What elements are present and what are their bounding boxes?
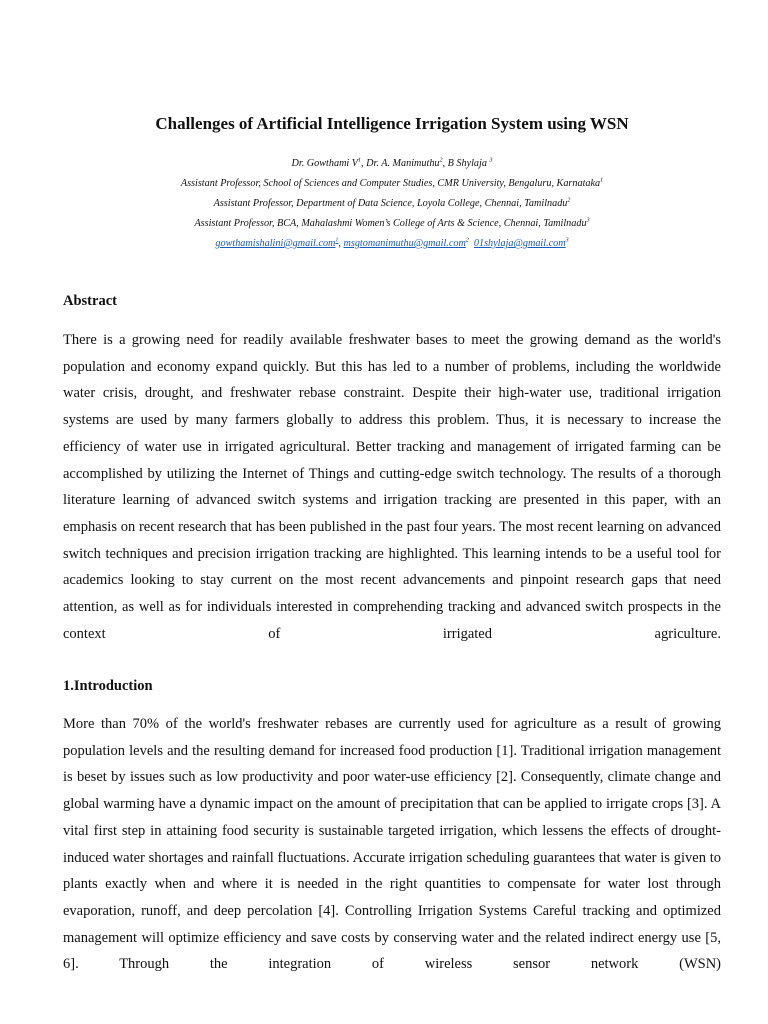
affiliation-line [0,214,768,234]
author-line [0,154,768,174]
affiliation-superscript: 3 [586,217,590,224]
email-link[interactable]: msgtomanimuthu@gmail.com [343,238,466,249]
email-superscript: 1 [335,237,339,244]
paper-title: Challenges of Artificial Intelligence Irrigation System using WSN [155,114,629,133]
email-superscript: 3 [565,237,569,244]
affiliation-line [0,194,768,214]
author-block [0,154,768,254]
author-superscript: 2 [439,157,443,164]
author-superscript: 1 [358,157,362,164]
author-name: B Shylaja [447,158,487,169]
affiliation-superscript: 2 [567,197,571,204]
author-separator: , [442,158,448,169]
author-name: Dr. Gowthami V [291,158,359,169]
abstract-body: There is a growing need for readily available freshwater bases to meet the growing demand as the world's population and economy expand quickly. But this has led to a number of problems, including the worldwide water crisis, drought, and freshwater rebase constraint. Despite their high-water use, traditional irrigation systems are used by many farmers globally to address this problem. Thus, it is necessary to increase the efficiency of water use in irrigated agricultural. Better tracking and management of irrigated farming can be accomplished by utilizing the Internet of Things and cutting-edge switch technology. The results of a thorough literature learning of advanced switch systems and irrigation tracking are presented in this paper, with an emphasis on recent research that has been published in the past four years. The most recent learning on advanced switch techniques and precision irrigation tracking are highlighted. This learning intends to be a useful tool for academics looking to stay current on the most recent advancements and pinpoint research gaps that need attention, as well as for individuals interested in comprehending tracking and advanced switch prospects in the context of irrigated agriculture. [63,332,721,642]
author-separator: , [361,158,367,169]
introduction-heading: 1.Introduction [63,678,153,694]
affiliation-text: Assistant Professor, BCA, Mahalashmi Women’s College of Arts & Science, Chennai, Tamilnadu [194,218,587,229]
affiliation-superscript: 1 [600,177,604,184]
email-line [0,234,768,254]
email-superscript: 2 [465,237,469,244]
affiliation-line [0,174,768,194]
affiliation-text: Assistant Professor, Department of Data Science, Loyola College, Chennai, Tamilnadu [213,198,568,209]
abstract-heading: Abstract [63,293,117,309]
email-link[interactable]: gowthamishalini@gmail.com [215,238,336,249]
author-superscript: 3 [489,157,493,164]
email-separator: , [338,238,344,249]
affiliation-text: Assistant Professor, School of Sciences and Computer Studies, CMR University, Bengaluru, Karnataka [180,178,601,189]
introduction-body: More than 70% of the world's freshwater rebases are currently used for agriculture as a result of growing population levels and the resulting demand for increased food production [1]. Traditional irrigation management is beset by issues such as low productivity and poor water-use efficiency [2]. Consequently, climate change and global warming have a dynamic impact on the amount of precipitation that can be applied to irrigate crops [3]. A vital first step in attaining food security is sustainable targeted irrigation, which lessens the effects of drought-induced water shortages and rainfall fluctuations. Accurate irrigation scheduling guarantees that water is given to plants exactly when and where it is needed in the right quantities to compensate for water lost through evaporation, runoff, and deep percolation [4]. Controlling Irrigation Systems Careful tracking and optimized management will optimize efficiency and save costs by conserving water and the related indirect energy use [5, 6]. Through the integration of wireless sensor network (WSN) [63,716,721,973]
author-name: Dr. A. Manimuthu [366,158,440,169]
email-link[interactable]: 01shylaja@gmail.com [473,238,566,249]
